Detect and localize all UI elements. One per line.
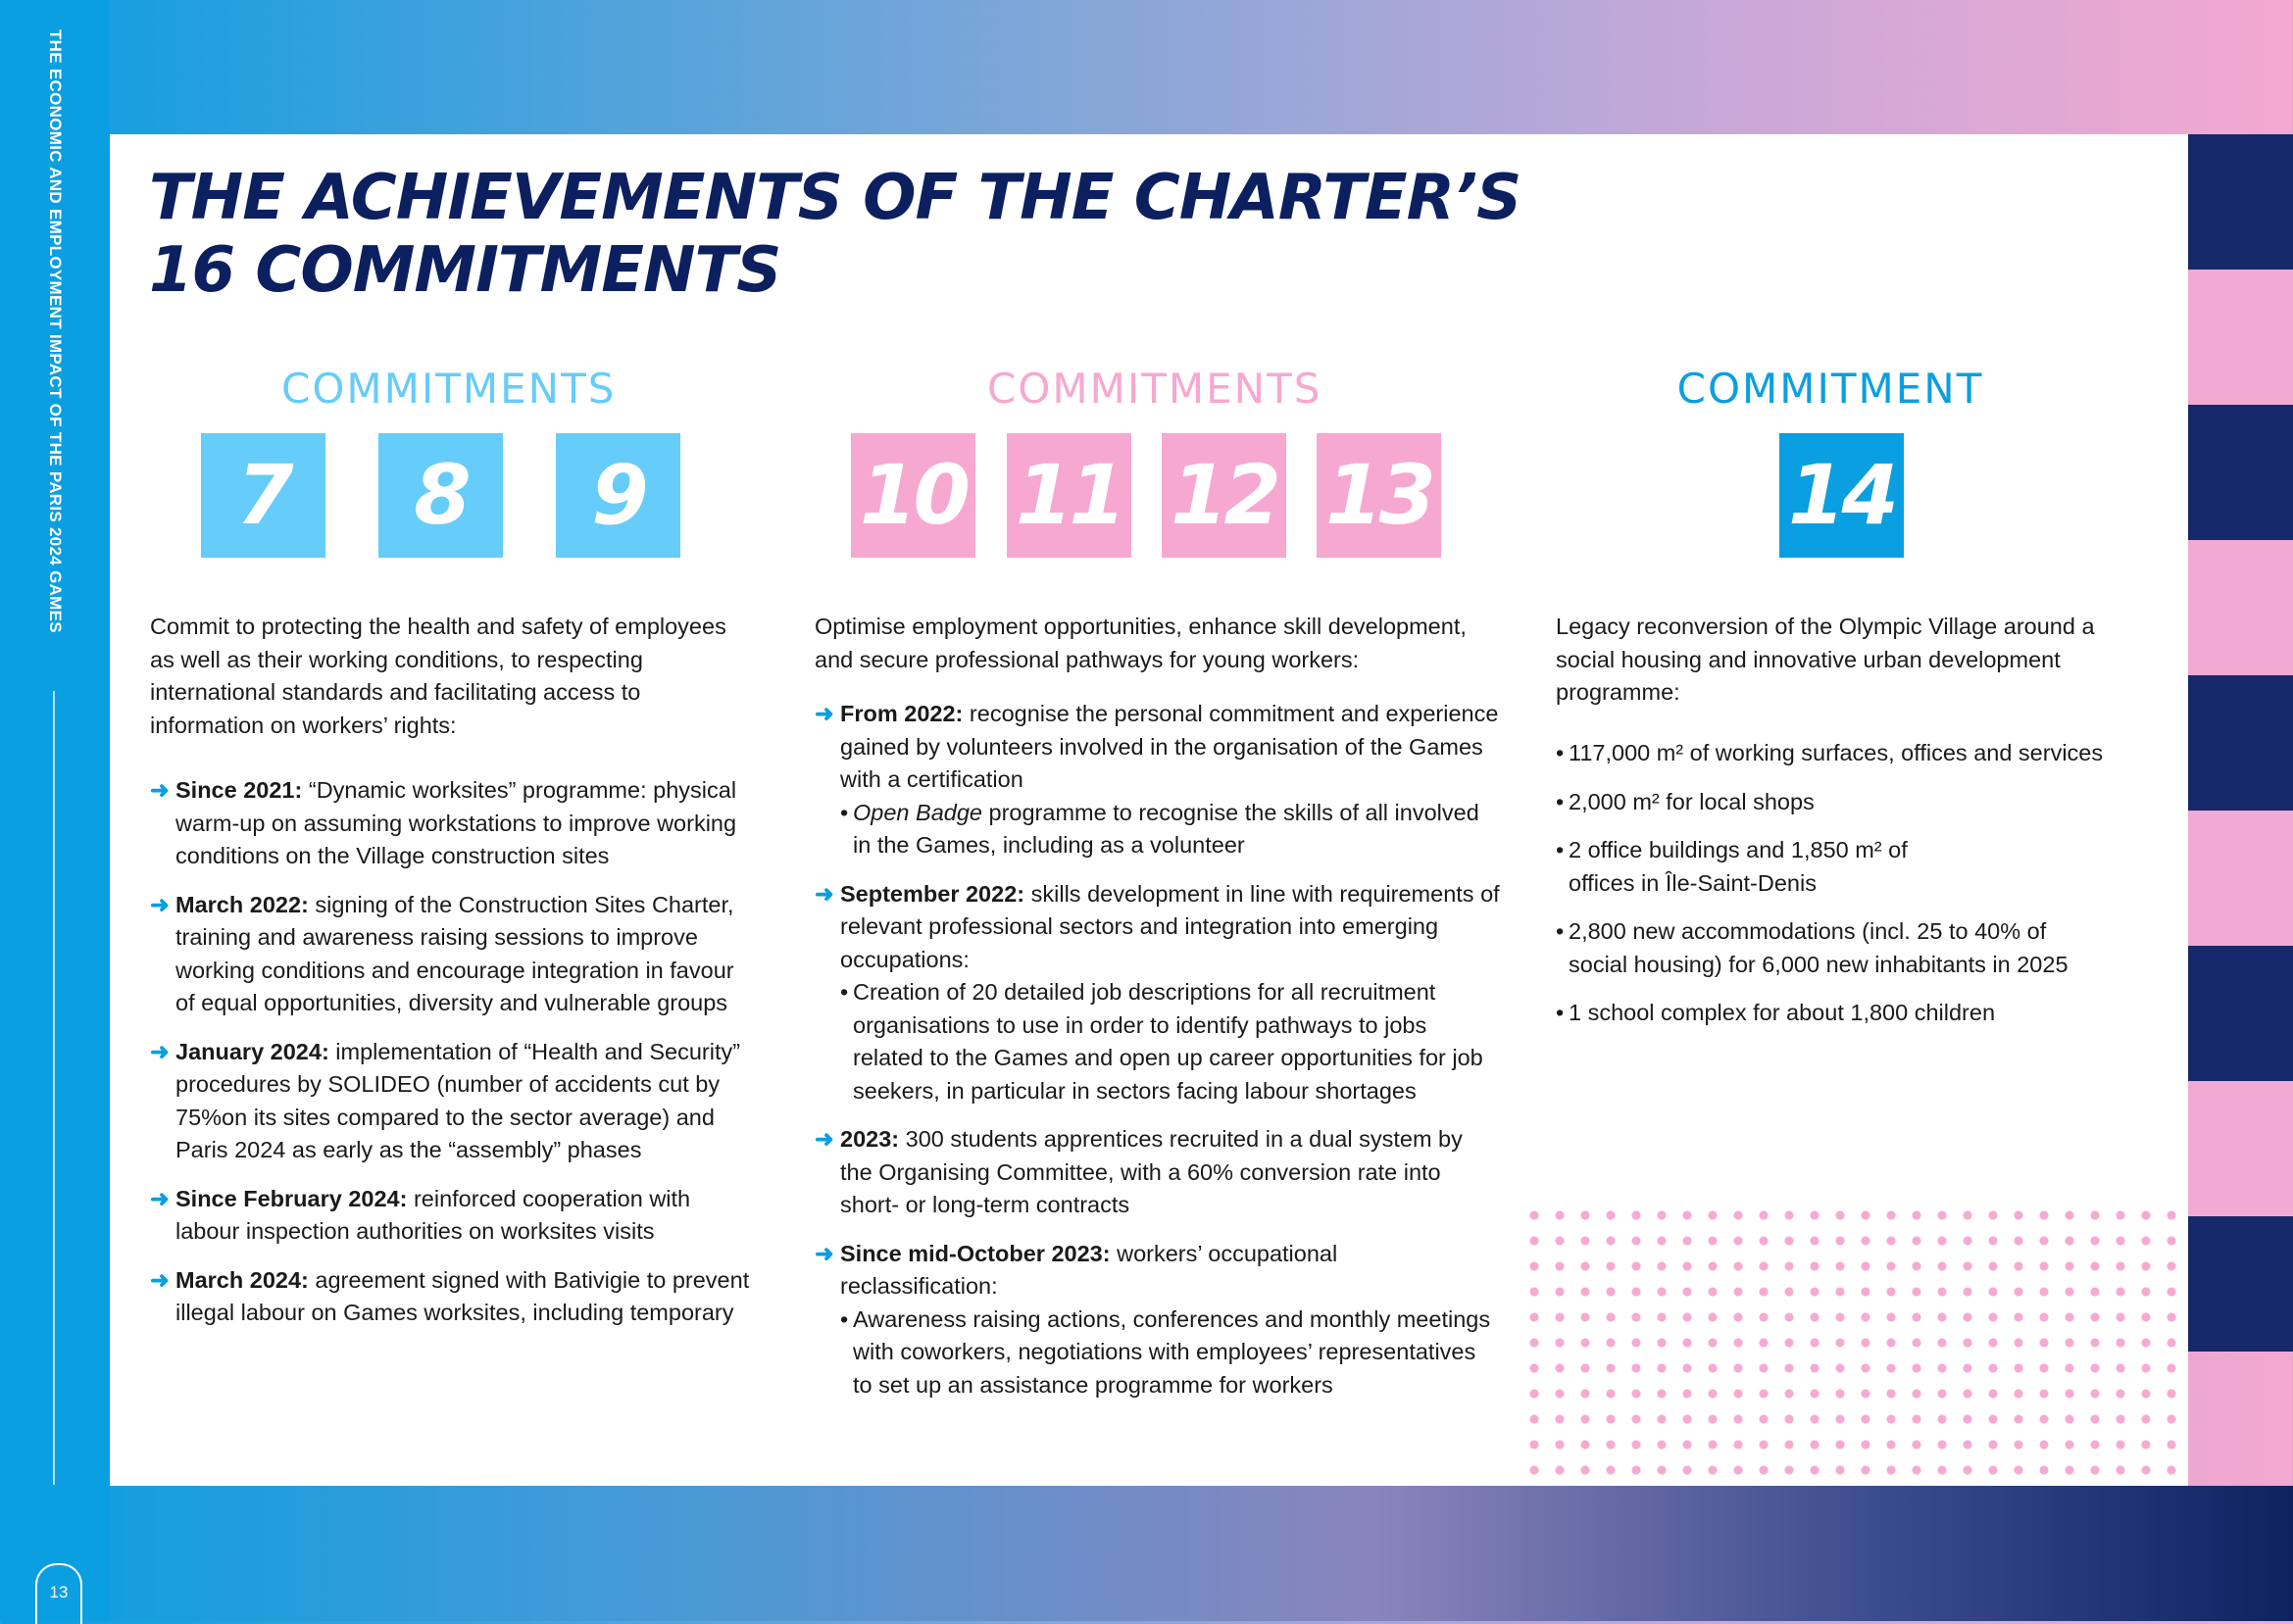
list-item [1556,786,2144,819]
commitment-number-box: 13 [1317,433,1441,558]
arrow-right-icon: ➜ [815,1240,834,1266]
list-item [150,889,758,1020]
bullet-dot-icon: • [1556,837,1565,862]
content-card [110,134,2188,1486]
title-line-1: THE ACHIEVEMENTS OF THE CHARTER’S [149,162,1521,234]
commitment-number-box: 7 [201,433,325,558]
list-item [150,774,758,873]
sub-bullet [840,1304,1501,1403]
bullet-text: 2,000 m² for local shops [1569,788,1815,814]
list-item [815,878,1501,1108]
list-item [1556,915,2098,981]
facts-list [1556,737,2144,1046]
arrow-right-icon: ➜ [150,891,170,917]
commitment-number-box: 8 [378,433,503,558]
bullet-text: 1 school complex for about 1,800 children [1569,1000,1996,1025]
column-heading: COMMITMENTS [987,365,1322,413]
sidebar-divider-line [53,691,55,1485]
item-text: 300 students apprentices recruited in a dual system by the Organising Committee, with a 60% conversion rate into short- or long-term contracts [840,1126,1463,1217]
strip-block-navy [2188,1216,2293,1352]
item-lead: September 2022: [840,880,1025,907]
item-text: “Dynamic worksites” programme: physical warm-up on assuming workstations to improve working conditions on the Village construction sites [175,777,737,868]
bullet-text: 2 office buildings and 1,850 m² of offices in Île-Saint-Denis [1569,837,1908,896]
list-item [815,1238,1501,1403]
bullet-dot-icon: • [840,799,849,825]
arrow-right-icon: ➜ [815,1126,834,1152]
item-text: skills development in line with requirements of relevant professional sectors and integration into emerging occupations: [840,880,1500,972]
commitment-list [815,698,1501,1417]
item-lead: January 2024: [175,1038,329,1064]
commitment-list [150,774,758,1346]
column-heading: COMMITMENTS [281,365,617,413]
decorative-dot-pattern [1521,1203,2188,1486]
item-lead: Since mid-October 2023: [840,1240,1111,1266]
item-lead: From 2022: [840,701,964,726]
sub-bullet-emphasis: Open Badge [853,799,982,825]
commitment-number-box: 9 [556,433,680,558]
sidebar-document-title: THE ECONOMIC AND EMPLOYMENT IMPACT OF THE PARIS 2024 GAMES [46,29,65,633]
bullet-text: 117,000 m² of working surfaces, offices and services [1569,740,2104,765]
item-text: reinforced cooperation with labour inspection authorities on worksites visits [175,1185,691,1244]
arrow-right-icon: ➜ [150,1038,170,1064]
arrow-right-icon: ➜ [815,701,834,726]
item-lead: March 2022: [175,891,309,917]
bullet-dot-icon: • [1556,788,1565,814]
column-intro: Commit to protecting the health and safety of employees as well as their working conditions, to respecting international standards and facilitating access to information on workers’ rights: [150,614,726,738]
arrow-right-icon: ➜ [150,1185,170,1211]
item-lead: March 2024: [175,1266,309,1293]
commitment-number-box: 11 [1007,433,1131,558]
bullet-dot-icon: • [840,979,849,1005]
item-lead: Since 2021: [175,777,303,803]
item-text: implementation of “Health and Security” procedures by SOLIDEO (number of accidents cut by 75%on its sites compared to the sector average) and Paris 2024 as early as the “assembly” phases [175,1038,741,1162]
commitment-number-box: 12 [1162,433,1286,558]
strip-block-navy [2188,675,2293,811]
commitment-number-box: 10 [851,433,975,558]
bullet-text: 2,800 new accommodations (incl. 25 to 40% of social housing) for 6,000 new inhabitants in 2025 [1569,918,2069,977]
bullet-dot-icon: • [1556,1000,1565,1025]
column-heading: COMMITMENT [1676,365,1984,413]
bottom-gradient-band [0,1486,2293,1621]
list-item [815,1123,1501,1222]
item-lead: Since February 2024: [175,1185,408,1211]
item-text: recognise the personal commitment and experience gained by volunteers involved in the organisation of the Games with a certification [840,701,1499,792]
title-line-2: 16 COMMITMENTS [149,234,781,307]
strip-block-navy [2188,134,2293,270]
sub-bullet [840,976,1501,1107]
bullet-dot-icon: • [840,1305,849,1332]
page-title [149,162,1520,307]
list-item [150,1036,758,1167]
column-intro: Legacy reconversion of the Olympic Village around a social housing and innovative urban development programme: [1556,614,2095,705]
arrow-right-icon: ➜ [815,880,834,907]
list-item [1556,834,1921,900]
strip-block-pink [2188,1081,2293,1216]
strip-block-navy [2188,946,2293,1081]
page-number: 13 [35,1563,82,1624]
commitment-number-box: 14 [1779,433,1904,558]
arrow-right-icon: ➜ [150,777,170,803]
bullet-dot-icon: • [1556,740,1565,765]
column-intro: Optimise employment opportunities, enhance skill development, and secure professional pathways for young workers: [815,614,1467,672]
list-item [1556,997,2144,1030]
right-color-strip [2188,134,2293,1352]
bullet-dot-icon: • [1556,918,1565,944]
list-item [1556,737,2144,770]
list-item [150,1183,758,1249]
arrow-right-icon: ➜ [150,1266,170,1293]
strip-block-pink [2188,811,2293,946]
item-text: signing of the Construction Sites Charter, training and awareness raising sessions to improve working conditions and encourage integration in favour of equal opportunities, diversity and vulnerable groups [175,891,734,1015]
item-text: workers’ occupational reclassification: [840,1240,1338,1299]
strip-block-pink [2188,540,2293,675]
sub-bullet-text: Awareness raising actions, conferences and monthly meetings with coworkers, negotiations with employees’ representatives to set up an assistance programme for workers [853,1305,1491,1398]
strip-block-navy [2188,405,2293,540]
item-text: agreement signed with Bativigie to prevent illegal labour on Games worksites, including temporary [175,1266,750,1325]
sub-bullet [840,797,1501,862]
sub-bullet-text: programme to recognise the skills of all involved in the Games, including as a volunteer [853,799,1479,858]
item-lead: 2023: [840,1126,900,1152]
strip-block-pink [2188,270,2293,405]
sub-bullet-text: Creation of 20 detailed job descriptions for all recruitment organisations to use in order to identify pathways to jobs related to the Games and open up career opportunities for job seekers, in particular in sectors facing labour shortages [853,979,1483,1104]
list-item [815,698,1501,862]
list-item [150,1264,758,1330]
